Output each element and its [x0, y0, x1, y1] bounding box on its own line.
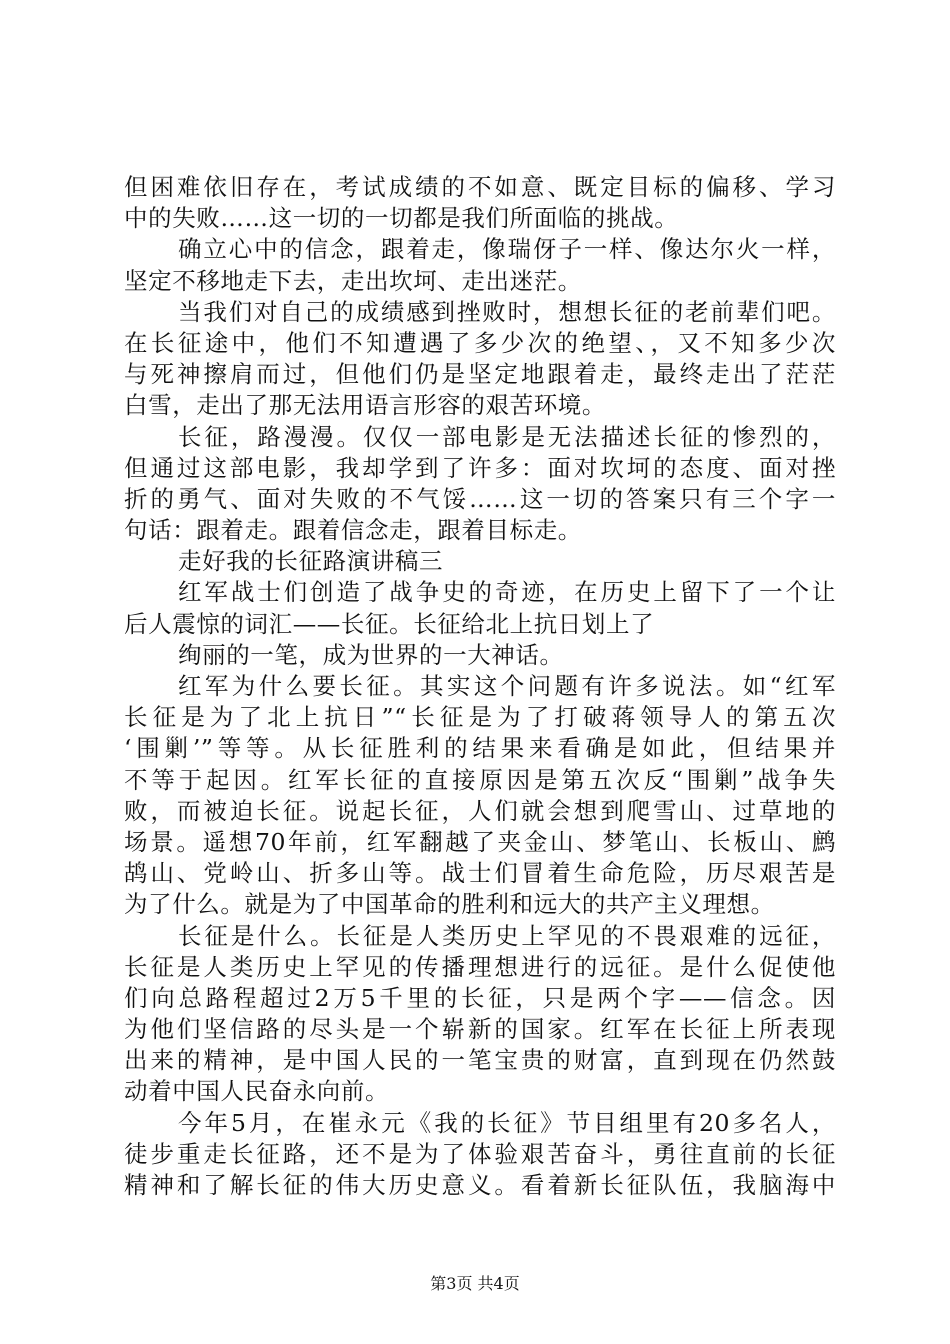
text-line: 长征是人类历史上罕见的传播理想进行的远征。是什么促使他 — [124, 952, 836, 981]
text-line: 当我们对自己的成绩感到挫败时，想想长征的老前辈们吧。 — [178, 297, 836, 326]
text-line: 为了什么。就是为了中国革命的胜利和远大的共产主义理想。 — [124, 890, 775, 919]
text-line: ‘围剿’”等等。从长征胜利的结果来看确是如此，但结果并 — [124, 734, 836, 763]
text-line: 鸪山、党岭山、折多山等。战士们冒着生命危险，历尽艰苦是 — [124, 859, 836, 888]
text-line: 确立心中的信念，跟着走，像瑞伢子一样、像达尔火一样， — [178, 235, 836, 264]
text-line: 长征是为了北上抗日”“长征是为了打破蒋领导人的第五次 — [124, 703, 836, 732]
text-line: 红军为什么要长征。其实这个问题有许多说法。如“红军 — [178, 672, 836, 700]
text-line: 坚定不移地走下去，走出坎坷、走出迷茫。 — [124, 266, 582, 295]
text-line: 长征，路漫漫。仅仅一部电影是无法描述长征的惨烈的， — [178, 422, 836, 451]
text-line: 折的勇气、面对失败的不气馁……这一切的答案只有三个字一 — [124, 484, 836, 513]
text-line: 们向总路程超过2万5千里的长征，只是两个字——信念。因 — [124, 983, 836, 1012]
text-line: 场景。遥想70年前，红军翻越了夹金山、梦笔山、长板山、鹧 — [124, 827, 836, 856]
text-line: 长征是什么。长征是人类历史上罕见的不畏艰难的远征， — [178, 921, 836, 950]
text-line: 在长征途中，他们不知遭遇了多少次的绝望、，又不知多少次 — [124, 328, 836, 357]
text-line: 中的失败……这一切的一切都是我们所面临的挑战。 — [124, 204, 679, 233]
text-line: 但通过这部电影，我却学到了许多：面对坎坷的态度、面对挫 — [124, 453, 836, 482]
text-line: 出来的精神，是中国人民的一笔宝贵的财富，直到现在仍然鼓 — [124, 1046, 836, 1075]
page-footer: 第3页 共4页 — [430, 1274, 520, 1293]
text-line: 动着中国人民奋永向前。 — [124, 1077, 390, 1106]
text-line: 今年5月，在崔永元《我的长征》节目组里有20多名人， — [178, 1108, 836, 1137]
text-line: 绚丽的一笔，成为世界的一大神话。 — [178, 640, 564, 669]
text-line: 不等于起因。红军长征的直接原因是第五次反“围剿”战争失 — [124, 765, 836, 794]
body-text — [124, 172, 836, 1201]
text-line: 为他们坚信路的尽头是一个崭新的国家。红军在长征上所表现 — [124, 1015, 836, 1044]
text-line: 白雪，走出了那无法用语言形容的艰苦环境。 — [124, 391, 606, 420]
text-line: 与死神擦肩而过，但他们仍是坚定地跟着走，最终走出了茫茫 — [124, 360, 836, 389]
text-line: 走好我的长征路演讲稿三 — [178, 547, 444, 576]
text-line: 徒步重走长征路，还不是为了体验艰苦奋斗，勇往直前的长征 — [124, 1139, 836, 1168]
text-line: 句话：跟着走。跟着信念走，跟着目标走。 — [124, 516, 582, 545]
text-line: 后人震惊的词汇——长征。长征给北上抗日划上了 — [124, 609, 655, 638]
text-line: 败，而被迫长征。说起长征，人们就会想到爬雪山、过草地的 — [124, 796, 836, 825]
text-line: 精神和了解长征的伟大历史意义。看着新长征队伍，我脑海中 — [124, 1171, 836, 1199]
text-line: 但困难依旧存在，考试成绩的不如意、既定目标的偏移、学习 — [124, 173, 836, 201]
text-line: 红军战士们创造了战争史的奇迹，在历史上留下了一个让 — [178, 578, 836, 607]
